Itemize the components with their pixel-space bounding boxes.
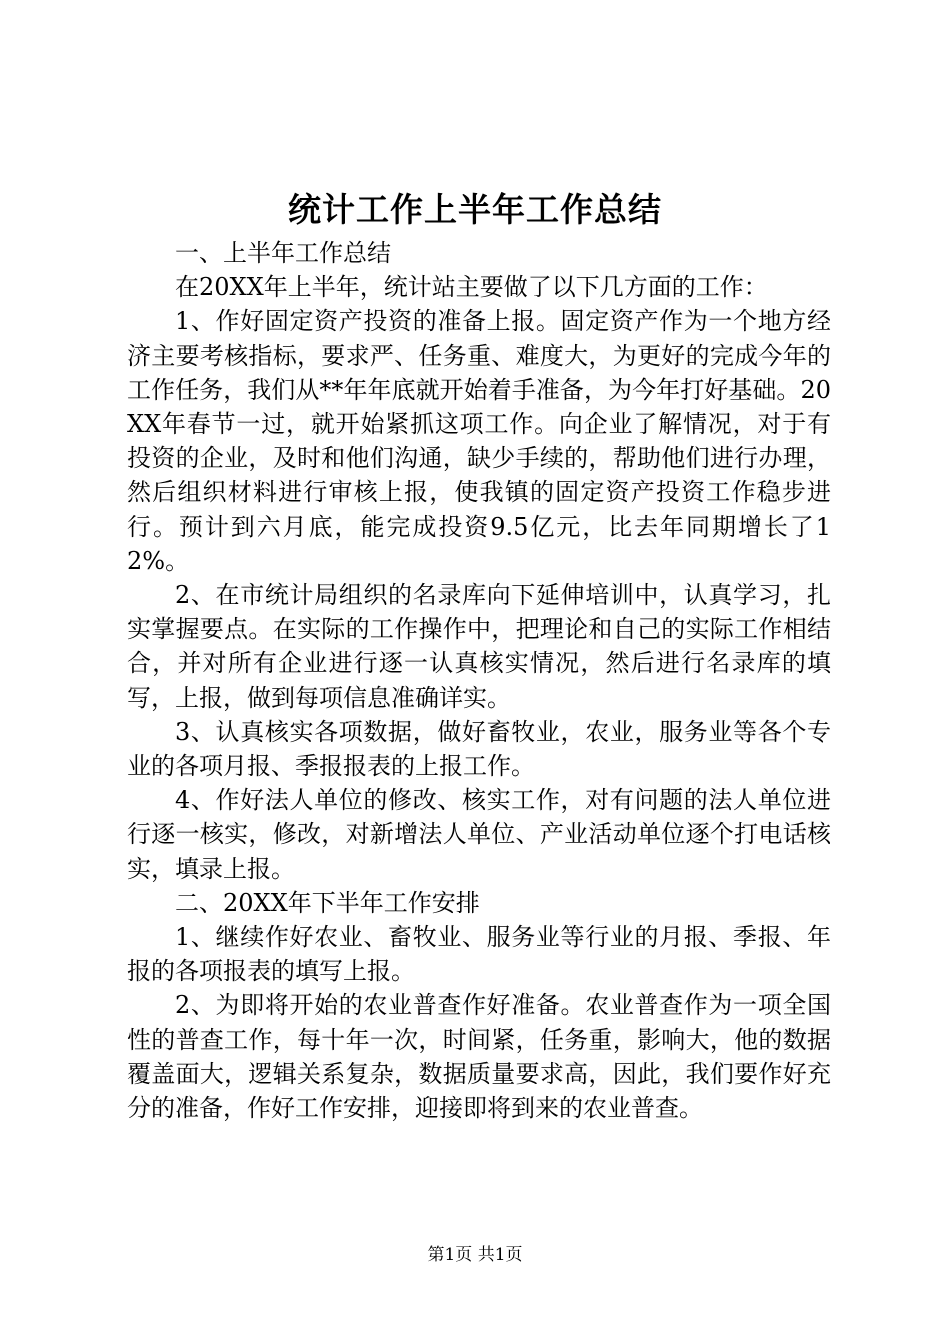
paragraph-item-4: 4、作好法人单位的修改、核实工作，对有问题的法人单位进行逐一核实，修改，对新增法人单位、产业活动单位逐个打电话核实，填录上报。 bbox=[127, 786, 831, 883]
plan-item-1: 1、继续作好农业、畜牧业、服务业等行业的月报、季报、年报的各项报表的填写上报。 bbox=[127, 923, 831, 986]
document-body bbox=[127, 236, 831, 1125]
section-heading-first-half: 一、上半年工作总结 bbox=[175, 239, 391, 267]
plan-item-2: 2、为即将开始的农业普查作好准备。农业普查作为一项全国性的普查工作，每十年一次，时间紧，任务重，影响大，他的数据覆盖面大，逻辑关系复杂，数据质量要求高，因此，我们要作好充分的准备，作好工作安排，迎接即将到来的农业普查。 bbox=[127, 991, 831, 1123]
section-heading-second-half: 二、20XX年下半年工作安排 bbox=[175, 888, 480, 917]
paragraph-item-1: 1、作好固定资产投资的准备上报。固定资产作为一个地方经济主要考核指标，要求严、任务重、难度大，为更好的完成今年的工作任务，我们从**年年底就开始着手准备，为今年打好基础。20XX年春节一过，就开始紧抓这项工作。向企业了解情况，对于有投资的企业，及时和他们沟通，缺少手续的，帮助他们进行办理，然后组织材料进行审核上报，使我镇的固定资产投资工作稳步进行。预计到六月底，能完成投资9.5亿元，比去年同期增长了12%。 bbox=[127, 307, 831, 575]
document-title: 统计工作上半年工作总结 bbox=[288, 190, 662, 229]
intro-paragraph: 在20XX年上半年，统计站主要做了以下几方面的工作： bbox=[175, 273, 768, 302]
paragraph-item-3: 3、认真核实各项数据，做好畜牧业，农业，服务业等各个专业的各项月报、季报报表的上报工作。 bbox=[127, 717, 831, 781]
paragraph-item-2: 2、在市统计局组织的名录库向下延伸培训中，认真学习，扎实掌握要点。在实际的工作操作中，把理论和自己的实际工作相结合，并对所有企业进行逐一认真核实情况，然后进行名录库的填写，上报，做到每项信息准确详实。 bbox=[127, 581, 831, 712]
page-footer: 第1页 共1页 bbox=[427, 1245, 523, 1265]
